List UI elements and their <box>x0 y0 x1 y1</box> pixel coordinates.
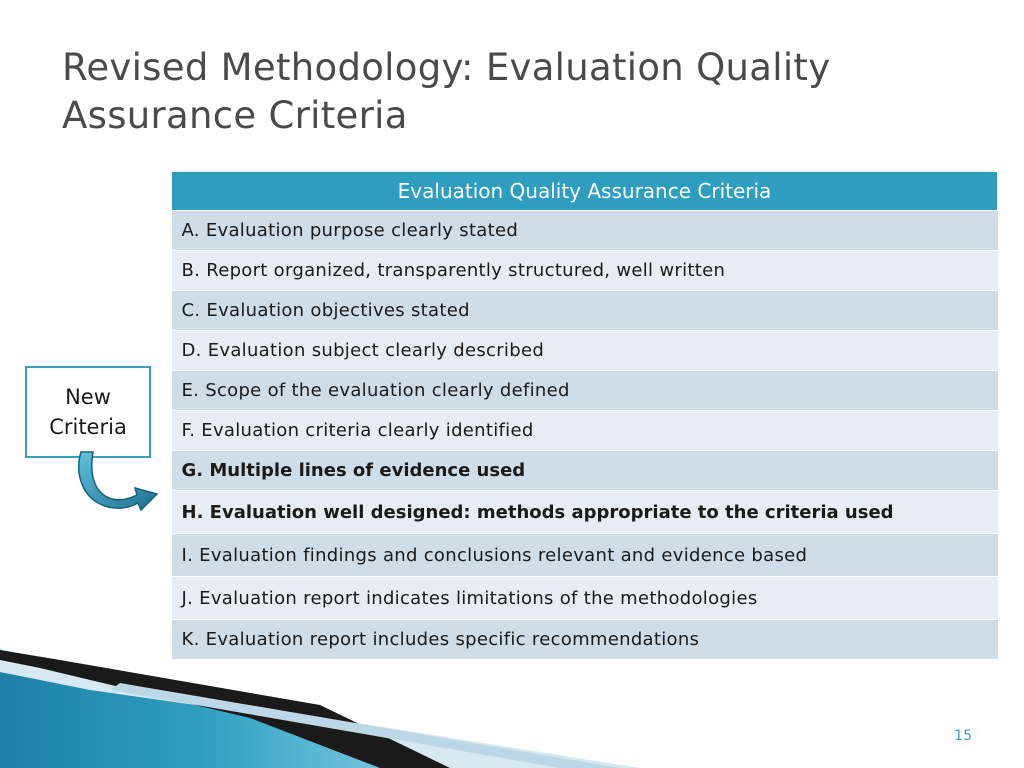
criterion-f: F. Evaluation criteria clearly identified <box>172 411 998 451</box>
table-row <box>172 251 998 291</box>
page-number: 15 <box>954 728 972 744</box>
criterion-g: G. Multiple lines of evidence used <box>172 451 998 491</box>
criterion-c: C. Evaluation objectives stated <box>172 291 998 331</box>
slide-title: Revised Methodology: Evaluation Quality Assurance Criteria <box>62 46 831 137</box>
callout-line-1: New <box>65 385 111 409</box>
table-row <box>172 411 998 451</box>
criterion-k: K. Evaluation report includes specific recommendations <box>172 620 998 660</box>
table-header-row <box>172 172 998 211</box>
table-row <box>172 534 998 577</box>
criteria-table <box>171 171 998 659</box>
curved-arrow-icon <box>75 450 165 515</box>
criterion-a: A. Evaluation purpose clearly stated <box>172 211 998 251</box>
table-row <box>172 331 998 371</box>
table-row <box>172 491 998 534</box>
criterion-h: H. Evaluation well designed: methods appropriate to the criteria used <box>172 491 998 534</box>
criterion-d: D. Evaluation subject clearly described <box>172 331 998 371</box>
table-header: Evaluation Quality Assurance Criteria <box>172 172 998 211</box>
criterion-i: I. Evaluation findings and conclusions relevant and evidence based <box>172 534 998 577</box>
table-row <box>172 371 998 411</box>
table-row <box>172 291 998 331</box>
decorative-swoosh <box>0 640 1024 768</box>
criterion-e: E. Scope of the evaluation clearly defined <box>172 371 998 411</box>
table-row <box>172 577 998 620</box>
new-criteria-callout <box>25 366 151 458</box>
callout-line-2: Criteria <box>49 415 127 439</box>
criterion-j: J. Evaluation report indicates limitations of the methodologies <box>172 577 998 620</box>
criterion-b: B. Report organized, transparently structured, well written <box>172 251 998 291</box>
table-row <box>172 451 998 491</box>
table-row <box>172 211 998 251</box>
